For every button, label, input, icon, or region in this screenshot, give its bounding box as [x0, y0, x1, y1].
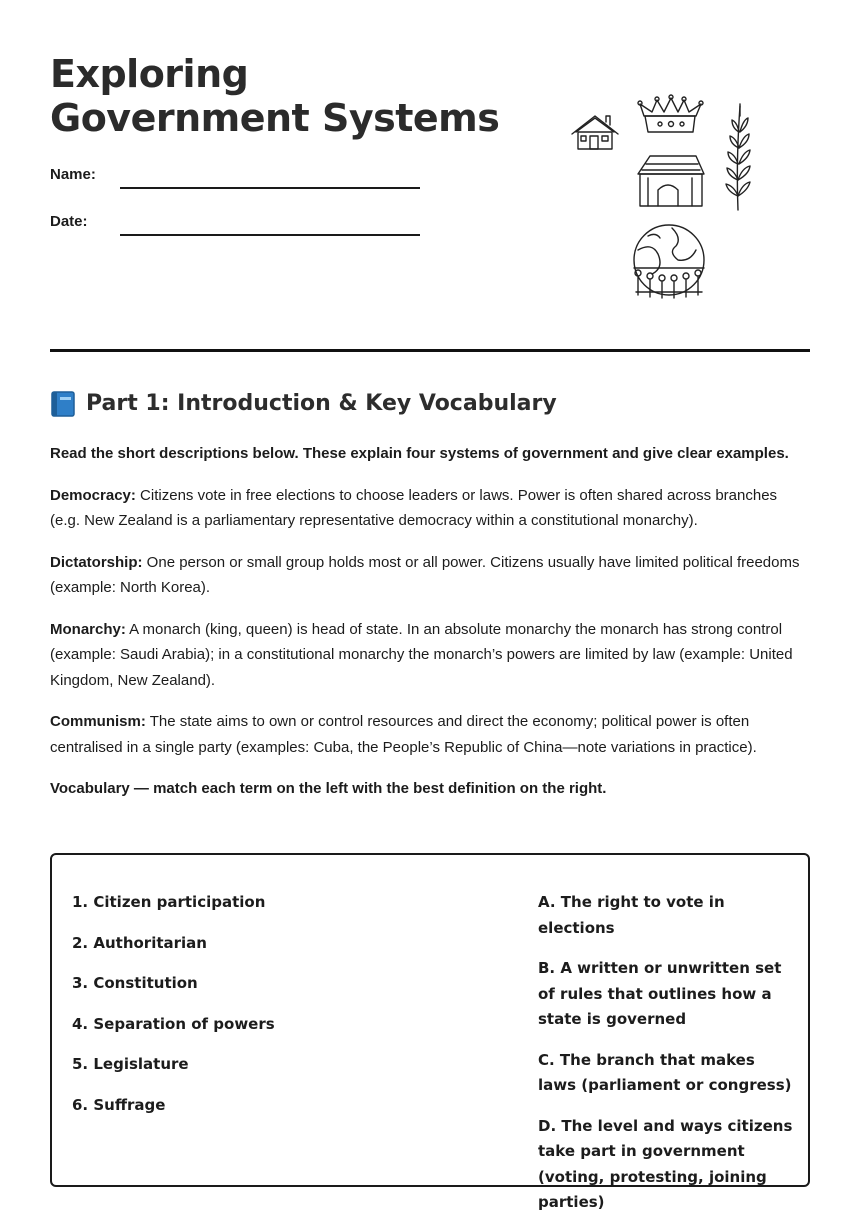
vocabulary-term: 5. Legislature: [72, 1055, 189, 1073]
worksheet-page: [50, 0, 810, 1211]
definition-term: Democracy:: [50, 486, 136, 504]
part1-heading-text: Part 1: Introduction & Key Vocabulary: [86, 391, 557, 416]
globe-people-icon: [634, 225, 704, 298]
definition-text: Citizens vote in free elections to choose leaders or laws. Power is often shared across branches (e.g. New Zealand is a parliamentary representative democracy within a constitutional monarchy).: [50, 486, 778, 529]
intro-text: Read the short descriptions below. These explain four systems of government and give clear examples.: [50, 445, 789, 462]
definition-text: A monarch (king, queen) is head of state. In an absolute monarchy the monarch has strong control (example: Saudi Arabia); in a constitutional monarchy the monarch’s powers are limited by law (example: United Kingdom, New Zealand).: [50, 620, 793, 689]
definition-democracy: [50, 483, 810, 534]
part1-heading: [50, 388, 557, 420]
vocabulary-definition-option: C. The branch that makes laws (parliament or congress): [538, 1050, 792, 1094]
name-label: Name:: [50, 166, 96, 183]
definition-dictatorship: [50, 550, 810, 601]
name-field: [50, 160, 430, 190]
house-icon: [572, 116, 618, 149]
definition-monarchy: [50, 617, 810, 694]
definition-communism: [50, 709, 810, 760]
vocabulary-matching-box: [50, 853, 810, 1211]
definition-term: Dictatorship:: [50, 553, 143, 571]
part1-content: [50, 441, 810, 802]
page-title: Exploring Government Systems: [50, 52, 500, 140]
section-divider: [50, 349, 810, 352]
vocabulary-terms-list: [72, 890, 472, 1133]
vocabulary-term: 3. Constitution: [72, 974, 198, 992]
vocabulary-term: 2. Authoritarian: [72, 933, 207, 952]
hut-icon: [638, 156, 704, 206]
vocabulary-term: 6. Suffrage: [72, 1095, 166, 1114]
name-write-line: [120, 187, 420, 189]
definition-term: Monarchy:: [50, 620, 126, 638]
vocabulary-definition-option: D. The level and ways citizens take part in government (voting, protesting, joining parties): [538, 1116, 793, 1211]
vocabulary-definitions-list: [538, 890, 793, 1231]
definition-text: The state aims to own or control resources and direct the economy; political power is often centralised in a single party (examples: Cuba, the People’s Republic of China—note variations in practice).: [50, 713, 757, 756]
book-icon: [50, 390, 76, 418]
worksheet-header: [50, 0, 810, 352]
government-illustration: [568, 92, 758, 304]
vocabulary-definition-option: A. The right to vote in elections: [538, 893, 725, 937]
date-label: Date:: [50, 213, 88, 230]
definition-text: One person or small group holds most or all power. Citizens usually have limited political freedoms (example: North Korea).: [50, 553, 800, 596]
olive-branch-icon: [726, 104, 750, 210]
definition-term: Communism:: [50, 713, 146, 730]
vocabulary-term: 4. Separation of powers: [72, 1014, 275, 1033]
vocabulary-term: 1. Citizen participation: [72, 893, 266, 911]
date-field: [50, 207, 430, 237]
vocabulary-instruction: Vocabulary — match each term on the left with the best definition on the right.: [50, 780, 607, 797]
date-write-line: [120, 234, 420, 236]
vocabulary-definition-option: B. A written or unwritten set of rules that outlines how a state is governed: [538, 959, 782, 1028]
crown-icon: [638, 95, 703, 132]
